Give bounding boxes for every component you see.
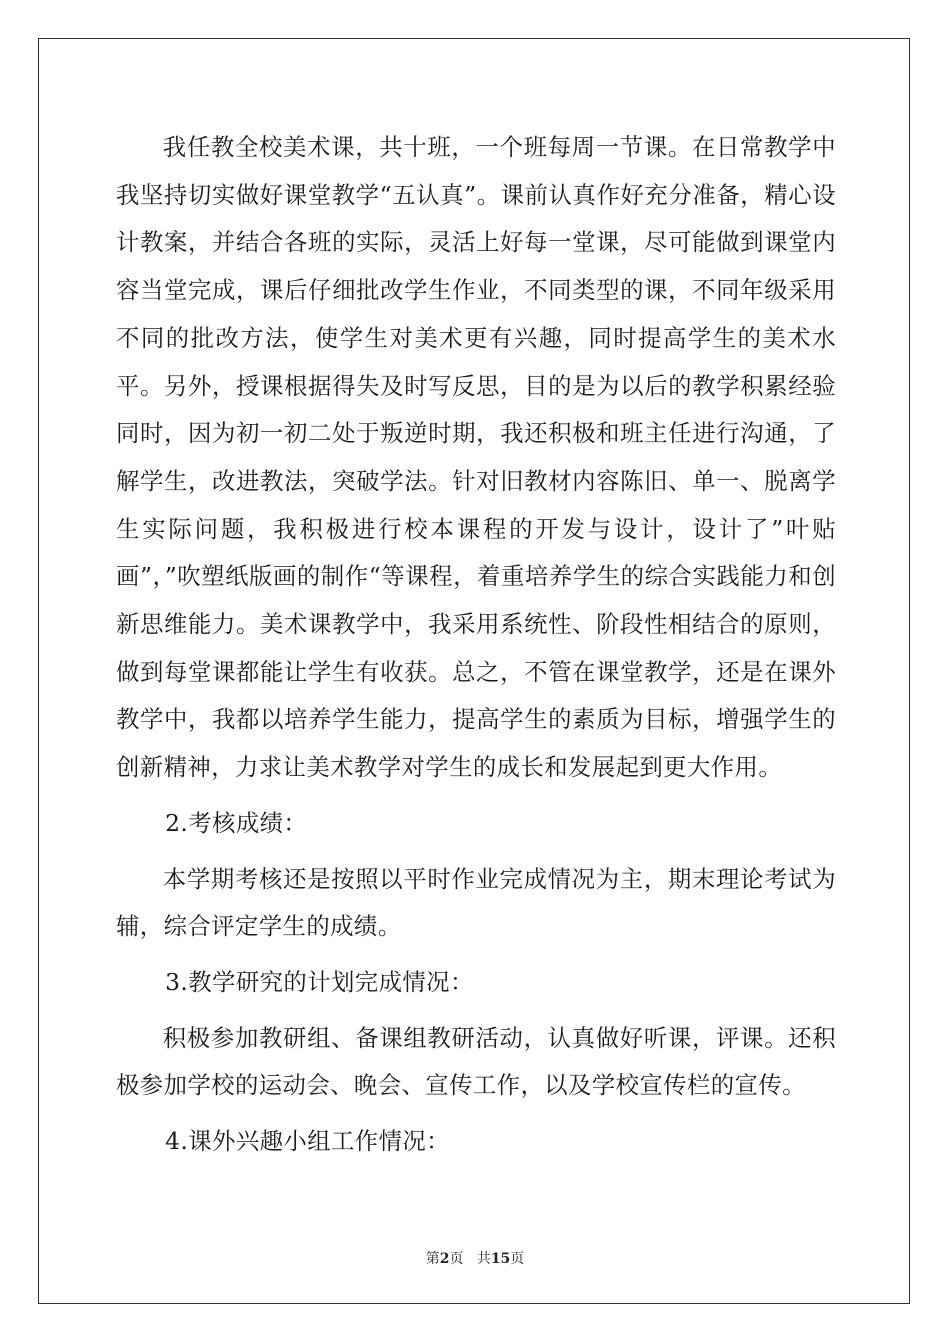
heading-research-plan: 3.教学研究的计划完成情况： — [165, 967, 474, 996]
document-body — [116, 124, 836, 1174]
heading-interest-group: 4.课外兴趣小组工作情况： — [165, 1127, 450, 1156]
paragraph-assessment: 本学期考核还是按照以平时作业完成情况为主，期末理论考试为辅，综合评定学生的成绩。 — [116, 864, 836, 941]
footer-total-prefix: 共 — [476, 1251, 491, 1267]
heading-assessment-results: 2.考核成绩： — [165, 808, 308, 837]
footer-page-number: 2 — [439, 1251, 450, 1267]
footer-prefix: 第 — [425, 1251, 440, 1267]
paragraph-teaching-summary: 我任教全校美术课，共十班，一个班每周一节课。在日常教学中我坚持切实做好课堂教学“五认真”。课前认真作好充分准备，精心设计教案，并结合各班的实际，灵活上好每一堂课，尽可能做到课堂内容当堂完成，课后仔细批改学生作业，不同类型的课，不同年级采用不同的批改方法，使学生对美术更有兴趣，同时提高学生的美术水平。另外，授课根据得失及时写反思，目的是为以后的教学积累经验同时，因为初一初二处于叛逆时期，我还积极和班主任进行沟通，了解学生，改进教法，突破学法。针对旧教材内容陈旧、单一、脱离学生实际问题，我积极进行校本课程的开发与设计，设计了”叶贴画”，”吹塑纸版画的制作“等课程，着重培养学生的综合实践能力和创新思维能力。美术课教学中，我采用系统性、阶段性相结合的原则，做到每堂课都能让学生有收获。总之，不管在课堂教学，还是在课外教学中，我都以培养学生能力，提高学生的素质为目标，增强学生的创新精神，力求让美术教学对学生的成长和发展起到更大作用。 — [116, 133, 836, 782]
footer-total-suffix: 页 — [510, 1251, 525, 1267]
page-footer — [0, 1248, 950, 1268]
footer-total-pages: 15 — [490, 1251, 511, 1267]
paragraph-research: 积极参加教研组、备课组教研活动，认真做好听课，评课。还积极参加学校的运动会、晚会、宣传工作，以及学校宣传栏的宣传。 — [116, 1023, 836, 1100]
footer-page-suffix: 页 — [449, 1251, 464, 1267]
